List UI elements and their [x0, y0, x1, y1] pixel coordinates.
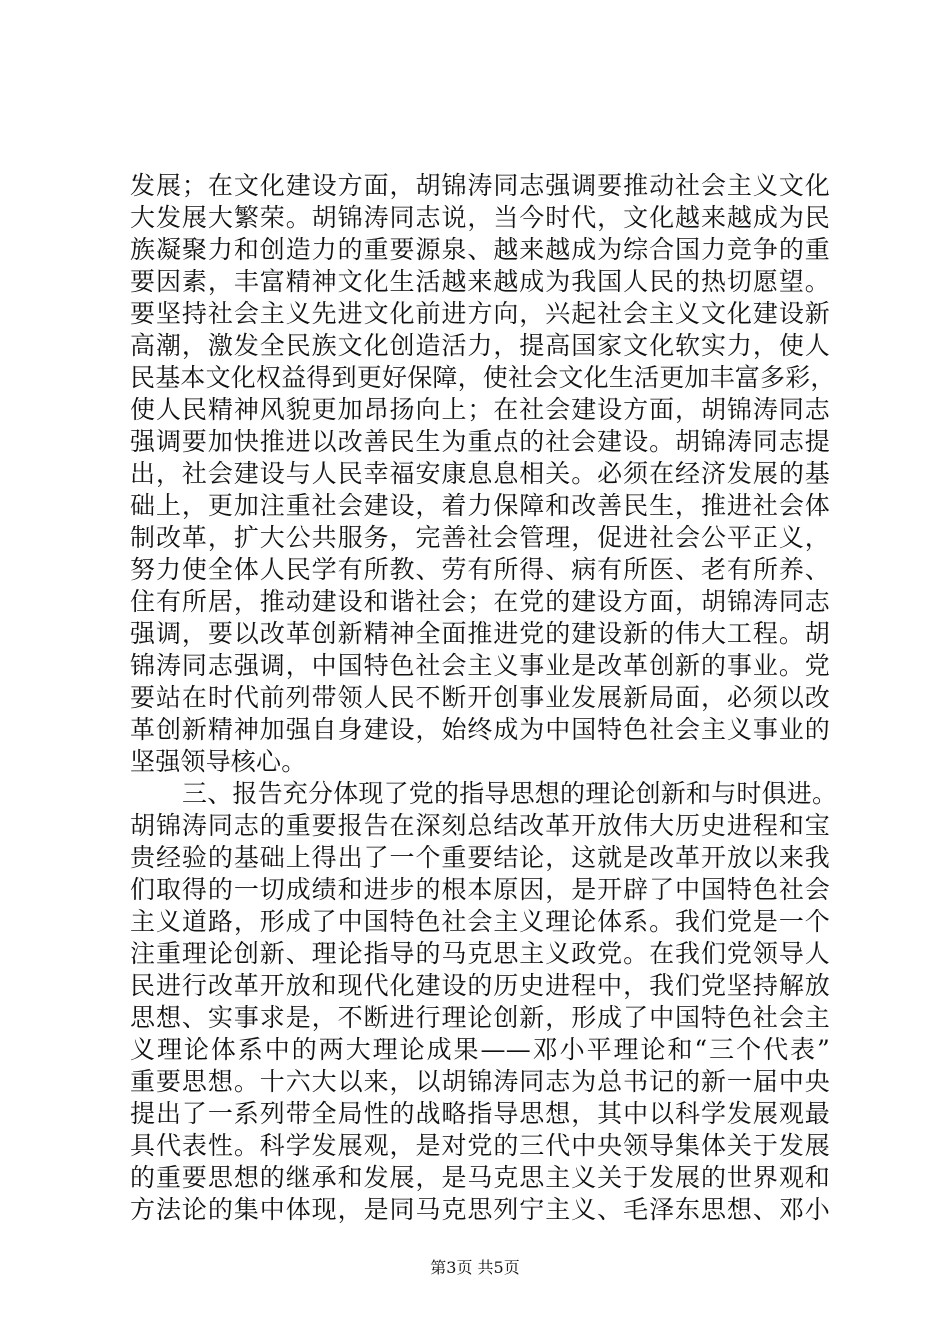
- text-line: 注重理论创新、理论指导的马克思主义政党。在我们党领导人: [130, 939, 830, 968]
- text-line: 族凝聚力和创造力的重要源泉、越来越成为综合国力竞争的重: [130, 235, 830, 264]
- text-line: 要站在时代前列带领人民不断开创事业发展新局面，必须以改: [130, 683, 830, 712]
- text-line: 重要思想。十六大以来，以胡锦涛同志为总书记的新一届中央: [130, 1067, 830, 1096]
- text-line: 思想、实事求是，不断进行理论创新，形成了中国特色社会主: [130, 1003, 830, 1032]
- text-line: 大发展大繁荣。胡锦涛同志说，当今时代，文化越来越成为民: [130, 203, 830, 232]
- text-line: 出，社会建设与人民幸福安康息息相关。必须在经济发展的基: [130, 459, 830, 488]
- text-line: 坚强领导核心。: [130, 747, 307, 776]
- text-line: 具代表性。科学发展观，是对党的三代中央领导集体关于发展: [130, 1131, 830, 1160]
- text-line: 贵经验的基础上得出了一个重要结论，这就是改革开放以来我: [130, 843, 830, 872]
- text-line: 主义道路，形成了中国特色社会主义理论体系。我们党是一个: [130, 907, 830, 936]
- text-line: 强调要加快推进以改善民生为重点的社会建设。胡锦涛同志提: [130, 427, 830, 456]
- text-line: 发展；在文化建设方面，胡锦涛同志强调要推动社会主义文化: [130, 171, 830, 200]
- text-line: 础上，更加注重社会建设，着力保障和改善民生，推进社会体: [130, 491, 830, 520]
- text-line: 努力使全体人民学有所教、劳有所得、病有所医、老有所养、: [130, 555, 830, 584]
- text-line: 高潮，激发全民族文化创造活力，提高国家文化软实力，使人: [130, 331, 830, 360]
- text-line: 们取得的一切成绩和进步的根本原因，是开辟了中国特色社会: [130, 875, 830, 904]
- text-line: 提出了一系列带全局性的战略指导思想，其中以科学发展观最: [130, 1099, 830, 1128]
- text-line: 要坚持社会主义先进文化前进方向，兴起社会主义文化建设新: [130, 299, 830, 328]
- text-line: 住有所居，推动建设和谐社会；在党的建设方面，胡锦涛同志: [130, 587, 830, 616]
- page-number-footer: 第3页 共5页: [430, 1258, 520, 1277]
- text-line: 使人民精神风貌更加昂扬向上；在社会建设方面，胡锦涛同志: [130, 395, 830, 424]
- text-line: 制改革，扩大公共服务，完善社会管理，促进社会公平正义，: [130, 523, 830, 552]
- text-line: 胡锦涛同志的重要报告在深刻总结改革开放伟大历史进程和宝: [130, 811, 830, 840]
- text-line: 民进行改革开放和现代化建设的历史进程中，我们党坚持解放: [130, 971, 830, 1000]
- text-line: 方法论的集中体现，是同马克思列宁主义、毛泽东思想、邓小: [130, 1195, 830, 1224]
- text-line: 义理论体系中的两大理论成果——邓小平理论和“三个代表”: [130, 1035, 830, 1064]
- text-line: 革创新精神加强自身建设，始终成为中国特色社会主义事业的: [130, 715, 830, 744]
- text-line: 民基本文化权益得到更好保障，使社会文化生活更加丰富多彩，: [130, 363, 836, 392]
- body-text: [130, 170, 838, 1226]
- section-heading-line: 三、报告充分体现了党的指导思想的理论创新和与时俱进。: [182, 779, 838, 808]
- text-line: 锦涛同志强调，中国特色社会主义事业是改革创新的事业。党: [130, 651, 830, 680]
- text-line: 强调，要以改革创新精神全面推进党的建设新的伟大工程。胡: [130, 619, 830, 648]
- text-line: 要因素，丰富精神文化生活越来越成为我国人民的热切愿望。: [130, 267, 830, 296]
- text-line: 的重要思想的继承和发展，是马克思主义关于发展的世界观和: [130, 1163, 830, 1192]
